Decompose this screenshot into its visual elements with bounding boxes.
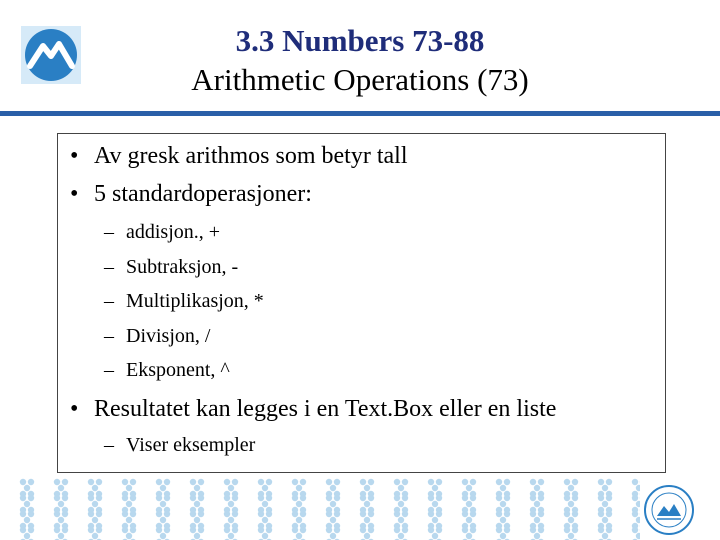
decorative-dot <box>496 527 502 533</box>
decorative-dot <box>432 501 438 507</box>
decorative-dot <box>402 495 408 501</box>
decorative-dot <box>96 495 102 501</box>
decorative-dot <box>466 485 472 491</box>
decorative-dot <box>436 511 442 517</box>
decorative-dot <box>232 479 238 485</box>
dash-symbol: – <box>104 325 114 347</box>
decorative-dot <box>28 495 34 501</box>
decorative-dot <box>92 501 98 507</box>
decorative-dot <box>428 479 434 485</box>
decorative-dot <box>636 517 640 523</box>
decorative-dot <box>130 495 136 501</box>
decorative-dot <box>96 511 102 517</box>
decorative-dot <box>224 495 230 501</box>
decorative-dot <box>20 479 26 485</box>
decorative-dot <box>126 533 132 539</box>
decorative-dot <box>24 533 30 539</box>
decorative-dot <box>360 511 366 517</box>
decorative-dot <box>530 479 536 485</box>
decorative-dot <box>190 495 196 501</box>
decorative-dot <box>606 511 612 517</box>
decorative-dot <box>398 533 404 539</box>
decorative-dot <box>156 495 162 501</box>
decorative-dot <box>334 495 340 501</box>
decorative-dot <box>292 495 298 501</box>
decorative-dot <box>300 495 306 501</box>
decorative-dot <box>296 501 302 507</box>
content-box <box>57 133 666 473</box>
decorative-dot <box>160 517 166 523</box>
decorative-dot <box>368 527 374 533</box>
decorative-dot <box>572 527 578 533</box>
decorative-dot <box>122 511 128 517</box>
decorative-dot <box>164 479 170 485</box>
decorative-dot <box>62 511 68 517</box>
decorative-dot <box>266 479 272 485</box>
decorative-dot <box>632 479 638 485</box>
decorative-dot <box>432 485 438 491</box>
decorative-dot <box>198 495 204 501</box>
decorative-dot <box>636 501 640 507</box>
decorative-dot <box>398 501 404 507</box>
decorative-dot <box>228 517 234 523</box>
bullet-symbol: • <box>70 143 79 169</box>
decorative-dot <box>58 533 64 539</box>
decorative-dot <box>402 479 408 485</box>
decorative-dot <box>462 527 468 533</box>
decorative-dot <box>330 517 336 523</box>
decorative-dot <box>300 479 306 485</box>
title-line-1: 3.3 Numbers 73-88 <box>235 23 485 58</box>
bullet-symbol: • <box>70 396 79 422</box>
decorative-dot <box>92 485 98 491</box>
decorative-dot <box>360 495 366 501</box>
decorative-dot <box>296 485 302 491</box>
decorative-dot <box>54 527 60 533</box>
decorative-dot <box>470 495 476 501</box>
decorative-dot <box>428 495 434 501</box>
decorative-dot <box>156 511 162 517</box>
decorative-dot <box>190 527 196 533</box>
sub-bullet-text: addisjon., + <box>126 221 221 243</box>
decorative-dot <box>602 517 608 523</box>
decorative-dot <box>88 479 94 485</box>
sub-bullet-text: Divisjon, / <box>126 325 211 347</box>
decorative-dot <box>258 495 264 501</box>
decorative-dot <box>88 527 94 533</box>
decorative-dot <box>364 501 370 507</box>
decorative-dot <box>96 479 102 485</box>
decorative-dot <box>266 527 272 533</box>
sub-bullet-text: Eksponent, ^ <box>126 359 230 381</box>
decorative-dot <box>368 495 374 501</box>
decorative-dot <box>300 511 306 517</box>
decorative-dot <box>224 511 230 517</box>
decorative-dot <box>606 495 612 501</box>
decorative-dot <box>534 485 540 491</box>
decorative-dot <box>500 517 506 523</box>
decorative-dot <box>602 533 608 539</box>
decorative-dot <box>292 479 298 485</box>
decorative-dot <box>368 511 374 517</box>
decorative-dot <box>534 501 540 507</box>
decorative-dot <box>466 533 472 539</box>
decorative-dot <box>194 501 200 507</box>
decorative-dot <box>164 511 170 517</box>
decorative-dot <box>296 517 302 523</box>
decorative-dot <box>198 479 204 485</box>
decorative-dot <box>130 479 136 485</box>
bullet-symbol: • <box>70 181 79 207</box>
decorative-dot <box>368 479 374 485</box>
decorative-dot <box>402 511 408 517</box>
decorative-dot <box>92 517 98 523</box>
decorative-dot <box>568 533 574 539</box>
decorative-dot <box>504 479 510 485</box>
decorative-dot <box>598 511 604 517</box>
dash-symbol: – <box>104 221 114 243</box>
decorative-dot <box>28 511 34 517</box>
decorative-dot <box>572 495 578 501</box>
decorative-dot <box>160 501 166 507</box>
decorative-dot <box>326 527 332 533</box>
decorative-dot <box>500 485 506 491</box>
decorative-dot <box>632 511 638 517</box>
decorative-dot <box>28 527 34 533</box>
decorative-dot <box>534 517 540 523</box>
decorative-dot <box>258 527 264 533</box>
dash-symbol: – <box>104 256 114 278</box>
decorative-dot <box>394 479 400 485</box>
decorative-dot <box>394 511 400 517</box>
decorative-dot <box>122 527 128 533</box>
decorative-dot <box>194 517 200 523</box>
decorative-dot <box>564 479 570 485</box>
decorative-dot <box>534 533 540 539</box>
title-divider <box>0 111 720 116</box>
decorative-dot-pattern <box>0 478 640 540</box>
decorative-dot <box>194 533 200 539</box>
decorative-dot <box>564 511 570 517</box>
decorative-dot <box>636 485 640 491</box>
slide-title <box>110 22 610 100</box>
decorative-dot <box>164 495 170 501</box>
decorative-dot <box>398 517 404 523</box>
mountain-logo-icon <box>21 26 81 84</box>
dash-symbol: – <box>104 434 114 456</box>
decorative-dot <box>538 511 544 517</box>
decorative-dot <box>504 495 510 501</box>
decorative-dot <box>232 527 238 533</box>
decorative-dot <box>504 527 510 533</box>
decorative-dot <box>54 479 60 485</box>
decorative-dot <box>530 527 536 533</box>
decorative-dot <box>360 527 366 533</box>
decorative-dot <box>326 479 332 485</box>
decorative-dot <box>262 485 268 491</box>
decorative-dot <box>58 501 64 507</box>
decorative-dot <box>330 485 336 491</box>
decorative-dot <box>228 533 234 539</box>
decorative-dot <box>568 501 574 507</box>
decorative-dot <box>470 511 476 517</box>
decorative-dot <box>462 511 468 517</box>
decorative-dot <box>428 511 434 517</box>
decorative-dot <box>126 501 132 507</box>
decorative-dot <box>496 495 502 501</box>
decorative-dot <box>228 485 234 491</box>
decorative-dot <box>20 511 26 517</box>
decorative-dot <box>88 495 94 501</box>
decorative-dot <box>126 517 132 523</box>
decorative-dot <box>572 511 578 517</box>
decorative-dot <box>462 479 468 485</box>
decorative-dot <box>24 485 30 491</box>
decorative-dot <box>62 527 68 533</box>
decorative-dot <box>466 501 472 507</box>
decorative-dot <box>326 511 332 517</box>
sub-bullet-text: Viser eksempler <box>126 434 256 456</box>
decorative-dot <box>122 479 128 485</box>
decorative-dot <box>538 495 544 501</box>
decorative-dot <box>54 511 60 517</box>
decorative-dot <box>330 501 336 507</box>
decorative-dot <box>58 517 64 523</box>
decorative-dot <box>470 479 476 485</box>
decorative-dot <box>24 501 30 507</box>
decorative-dot <box>496 511 502 517</box>
dash-symbol: – <box>104 290 114 312</box>
decorative-dot <box>364 485 370 491</box>
decorative-dot <box>156 527 162 533</box>
decorative-dot <box>632 495 638 501</box>
decorative-dot <box>190 511 196 517</box>
decorative-dot <box>292 527 298 533</box>
decorative-dot <box>360 479 366 485</box>
decorative-dot <box>130 511 136 517</box>
decorative-dot <box>334 511 340 517</box>
decorative-dot <box>28 479 34 485</box>
decorative-dot <box>364 533 370 539</box>
decorative-dot <box>232 495 238 501</box>
decorative-dot <box>636 533 640 539</box>
decorative-dot <box>232 511 238 517</box>
decorative-dot <box>572 479 578 485</box>
decorative-dot <box>122 495 128 501</box>
bullet-text: Av gresk arithmos som betyr tall <box>94 143 408 169</box>
decorative-dot <box>228 501 234 507</box>
decorative-dot <box>602 501 608 507</box>
decorative-dot <box>432 517 438 523</box>
decorative-dot <box>330 533 336 539</box>
decorative-dot <box>224 479 230 485</box>
decorative-dot <box>266 511 272 517</box>
decorative-dot <box>130 527 136 533</box>
decorative-dot <box>504 511 510 517</box>
decorative-dot <box>564 495 570 501</box>
sub-bullet-text: Multiplikasjon, * <box>126 290 264 312</box>
decorative-dot <box>190 479 196 485</box>
decorative-dot <box>436 479 442 485</box>
decorative-dot <box>394 495 400 501</box>
decorative-dot <box>198 527 204 533</box>
decorative-dot <box>530 511 536 517</box>
dash-symbol: – <box>104 359 114 381</box>
decorative-dot <box>398 485 404 491</box>
bullet-text: 5 standardoperasjoner: <box>94 181 312 207</box>
decorative-dot <box>62 479 68 485</box>
decorative-dot <box>96 527 102 533</box>
decorative-dot <box>496 479 502 485</box>
decorative-dot <box>530 495 536 501</box>
decorative-dot <box>24 517 30 523</box>
decorative-dot <box>62 495 68 501</box>
decorative-dot <box>568 485 574 491</box>
decorative-dot <box>598 479 604 485</box>
decorative-dot <box>598 527 604 533</box>
decorative-dot <box>296 533 302 539</box>
decorative-dot <box>500 533 506 539</box>
decorative-dot <box>20 495 26 501</box>
decorative-dot <box>292 511 298 517</box>
decorative-dot <box>606 527 612 533</box>
decorative-dot <box>364 517 370 523</box>
decorative-dot <box>500 501 506 507</box>
decorative-dot <box>258 511 264 517</box>
bullet-text: Resultatet kan legges i en Text.Box eller en liste <box>94 396 557 422</box>
decorative-dot <box>164 527 170 533</box>
decorative-dot <box>632 527 638 533</box>
decorative-dot <box>160 485 166 491</box>
decorative-dot <box>334 479 340 485</box>
decorative-dot <box>194 485 200 491</box>
decorative-dot <box>126 485 132 491</box>
decorative-dot <box>160 533 166 539</box>
decorative-dot <box>54 495 60 501</box>
decorative-dot <box>262 501 268 507</box>
decorative-dot <box>258 479 264 485</box>
decorative-dot <box>20 527 26 533</box>
decorative-dot <box>156 479 162 485</box>
decorative-dot <box>262 533 268 539</box>
university-seal-icon <box>643 484 695 536</box>
decorative-dot <box>564 527 570 533</box>
decorative-dot <box>402 527 408 533</box>
decorative-dot <box>92 533 98 539</box>
decorative-dot <box>462 495 468 501</box>
decorative-dot <box>334 527 340 533</box>
decorative-dot <box>436 495 442 501</box>
title-line-2: Arithmetic Operations (73) <box>191 61 529 97</box>
decorative-dot <box>394 527 400 533</box>
decorative-dot <box>58 485 64 491</box>
decorative-dot <box>470 527 476 533</box>
decorative-dot <box>606 479 612 485</box>
decorative-dot <box>224 527 230 533</box>
decorative-dot <box>326 495 332 501</box>
decorative-dot <box>262 517 268 523</box>
decorative-dot <box>198 511 204 517</box>
decorative-dot <box>428 527 434 533</box>
decorative-dot <box>300 527 306 533</box>
decorative-dot <box>432 533 438 539</box>
decorative-dot <box>568 517 574 523</box>
decorative-dot <box>538 527 544 533</box>
decorative-dot <box>436 527 442 533</box>
decorative-dot <box>538 479 544 485</box>
decorative-dot <box>88 511 94 517</box>
decorative-dot <box>466 517 472 523</box>
decorative-dot <box>266 495 272 501</box>
decorative-dot <box>598 495 604 501</box>
decorative-dot <box>602 485 608 491</box>
sub-bullet-text: Subtraksjon, - <box>126 256 239 278</box>
